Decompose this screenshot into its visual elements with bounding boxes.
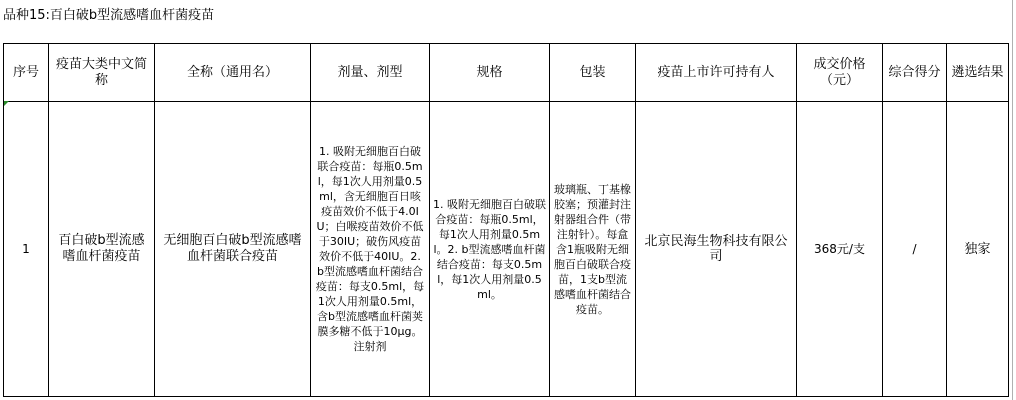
cell-dosage: 1. 吸附无细胞百白破联合疫苗：每瓶0.5ml，每1次人用剂量0.5ml，含无细胞百日咳疫苗效价不低于4.0IU；白喉疫苗效价不低于30IU；破伤风疫苗效价不低于40IU。2. b型流感嗜血杆菌结合疫苗：每支0.5ml，每1次人用剂量0.5ml，含b型流感嗜血杆菌荚膜多糖不低于10μg。注射剂 (311, 102, 430, 397)
cell-packaging: 玻璃瓶、丁基橡胶塞；预灌封注射器组合件（带注射针）。每盒含1瓶吸附无细胞百白破联合疫苗，1支b型流感嗜血杆菌结合疫苗。 (550, 102, 636, 397)
header-row (4, 44, 1009, 102)
vaccine-table (3, 43, 1009, 397)
table-row (4, 102, 1009, 397)
header-seq: 序号 (4, 44, 49, 102)
cell-price: 368元/支 (797, 102, 883, 397)
cell-seq: 1 (4, 102, 49, 397)
cell-score: / (883, 102, 947, 397)
header-dosage: 剂量、剂型 (311, 44, 430, 102)
cell-result: 独家 (947, 102, 1009, 397)
cell-holder: 北京民海生物科技有限公司 (636, 102, 797, 397)
header-fullname: 全称（通用名） (155, 44, 311, 102)
header-result: 遴选结果 (947, 44, 1009, 102)
cell-comment-marker (4, 101, 9, 106)
header-spec: 规格 (430, 44, 550, 102)
header-score: 综合得分 (883, 44, 947, 102)
cell-spec: 1. 吸附无细胞百白破联合疫苗：每瓶0.5ml，每1次人用剂量0.5ml。2. b型流感嗜血杆菌结合疫苗：每支0.5ml，每1次人用剂量0.5ml。 (430, 102, 550, 397)
right-gridline (1012, 0, 1013, 400)
header-holder: 疫苗上市许可持有人 (636, 44, 797, 102)
header-category: 疫苗大类中文简称 (49, 44, 155, 102)
table-caption: 品种15:百白破b型流感嗜血杆菌疫苗 (3, 8, 215, 23)
cell-category: 百白破b型流感嗜血杆菌疫苗 (49, 102, 155, 397)
header-packaging: 包装 (550, 44, 636, 102)
cell-fullname: 无细胞百白破b型流感嗜血杆菌联合疫苗 (155, 102, 311, 397)
header-price: 成交价格（元） (797, 44, 883, 102)
